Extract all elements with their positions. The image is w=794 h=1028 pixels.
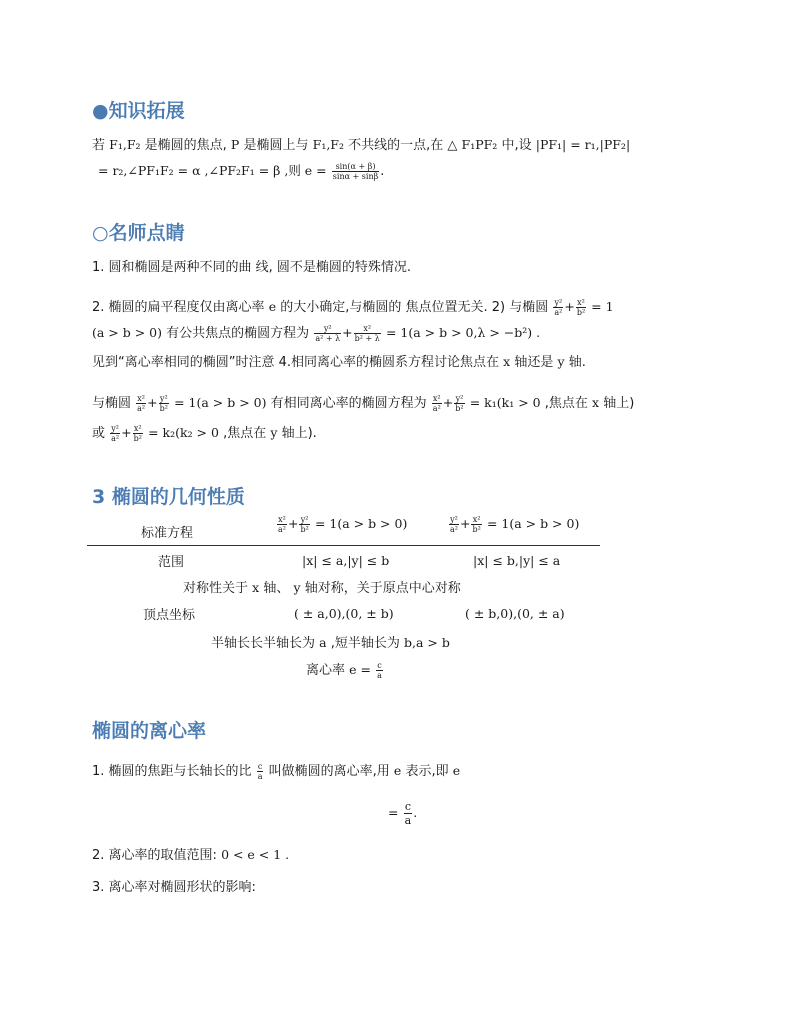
fraction <box>454 394 464 413</box>
denominator: a² <box>278 525 286 534</box>
math: y <box>557 354 565 369</box>
numerator: x² <box>354 324 381 334</box>
math: = 1(a > b > 0,λ > −b²) . <box>385 325 541 340</box>
symmetry-row <box>183 577 461 596</box>
math: F₁,F₂ <box>109 137 141 152</box>
text: ,焦点在 <box>544 396 588 411</box>
denominator: sinα + sinβ <box>332 172 379 181</box>
text: 是椭圆上与 <box>243 138 309 153</box>
math: x <box>592 395 600 410</box>
text: 2. 离心率的取值范围: <box>92 848 217 863</box>
paragraph-l2-formula <box>388 800 417 827</box>
numerator: x² <box>133 424 142 433</box>
text: 不共线的一点,在 △ <box>348 138 458 153</box>
text: 有相同离心率的椭圆方程为 <box>270 396 427 411</box>
denominator: a² <box>554 308 563 317</box>
axis-row <box>211 632 450 651</box>
denominator: a² <box>137 404 146 413</box>
text: 轴、 <box>263 581 290 596</box>
math: F₁,F₂ <box>312 137 344 152</box>
numerator: c <box>404 800 411 813</box>
paragraph-l1 <box>92 762 460 781</box>
numerator: y² <box>159 394 168 403</box>
fraction <box>332 162 379 181</box>
fraction <box>159 394 169 413</box>
range-value-1: |x| ≤ a,|y| ≤ b <box>302 553 390 568</box>
text: 轴上) <box>603 396 635 411</box>
math: e <box>268 299 277 314</box>
paragraph-ms5 <box>92 394 634 413</box>
numerator: y² <box>111 424 120 433</box>
paragraph-l4: 3. 离心率对椭圆形状的影响: <box>92 880 256 895</box>
math: + <box>342 325 353 340</box>
math: x <box>252 580 260 595</box>
paragraph-ms6 <box>92 424 317 443</box>
text: 对称性关于 <box>183 581 249 596</box>
paragraph-ms1: 1. 圆和椭圆是两种不同的曲 线, 圆不是椭圆的特殊情况. <box>92 260 412 275</box>
math: + <box>121 425 132 440</box>
text: 是椭圆的焦点, <box>144 138 227 153</box>
fraction <box>110 424 120 443</box>
text: 或 <box>92 426 106 441</box>
math: = 1 <box>587 299 614 314</box>
numerator: y² <box>300 515 309 524</box>
numerator: sin(α + β) <box>332 162 379 172</box>
fraction <box>299 515 309 534</box>
vertex-value-1: ( ± a,0),(0, ± b) <box>294 606 394 621</box>
math: = k₂(k₂ > 0 <box>148 425 219 440</box>
range-label: 范围 <box>158 555 185 570</box>
table-header-eq1 <box>276 515 407 534</box>
vertex-label: 顶点坐标 <box>143 608 196 623</box>
text: 见到“离心率相同的椭圆”时注意 4.相同离心率的椭圆系方程讨论焦点在 <box>92 355 500 370</box>
denominator: a² <box>111 434 120 443</box>
table-divider <box>87 545 600 546</box>
text: 叫做椭圆的离心率,用 <box>268 764 390 779</box>
denominator: a² <box>450 525 458 534</box>
math: a <box>319 635 327 650</box>
denominator: a² <box>432 404 441 413</box>
math: P <box>230 137 240 152</box>
math: b,a > b <box>404 635 450 650</box>
numerator: c <box>257 762 263 771</box>
math: F₁PF₂ <box>461 137 498 152</box>
paragraph-ms2 <box>92 298 614 317</box>
math: y <box>270 425 278 440</box>
denominator: b² <box>472 525 481 534</box>
fraction <box>553 298 563 317</box>
paragraph-zhishi-line1 <box>92 136 630 155</box>
numerator: x² <box>278 515 286 524</box>
paragraph-zhishi-line2 <box>98 162 384 181</box>
paragraph-ms4 <box>92 353 586 372</box>
text: 轴对称，关于原点中心对称 <box>304 581 461 596</box>
denominator: b² <box>133 434 142 443</box>
range-value-2: |x| ≤ b,|y| ≤ a <box>473 553 561 568</box>
denominator: a <box>377 671 382 680</box>
math: e <box>393 763 402 778</box>
fraction <box>376 661 383 680</box>
text: 1. 椭圆的焦距与长轴长的比 <box>92 764 252 779</box>
table-header-label: 标准方程 <box>141 526 194 541</box>
eccentricity-row <box>306 659 384 680</box>
text: 与椭圆 <box>92 396 132 411</box>
math: + <box>459 516 471 531</box>
text: 半轴长长半轴长为 <box>211 636 316 651</box>
fraction <box>471 515 481 534</box>
section-heading-geometry: 3 椭圆的几何性质 <box>92 486 245 508</box>
math: + <box>287 516 299 531</box>
fraction <box>449 515 459 534</box>
paragraph-ms3 <box>92 324 540 343</box>
text: 离心率 <box>306 663 346 678</box>
math: y <box>293 580 301 595</box>
numerator: x² <box>577 298 585 307</box>
math: = 1(a > b > 0) <box>174 395 267 410</box>
denominator: a² + λ <box>315 334 341 343</box>
math: e <box>452 763 461 778</box>
numerator: c <box>377 661 382 670</box>
denominator: b² <box>159 404 168 413</box>
fraction <box>277 515 287 534</box>
numerator: x² <box>137 394 145 403</box>
numerator: y² <box>450 515 458 524</box>
math: + <box>564 299 575 314</box>
math: (a > b > 0) <box>92 325 163 340</box>
text: . <box>380 164 385 179</box>
denominator: a <box>257 772 263 781</box>
math: . <box>413 805 418 820</box>
denominator: b² <box>576 308 586 317</box>
denominator: b² <box>300 525 309 534</box>
fraction <box>354 324 381 343</box>
fraction <box>133 424 143 443</box>
math: + <box>442 395 454 410</box>
vertex-value-2: ( ± b,0),(0, ± a) <box>465 606 565 621</box>
table-header-eq2 <box>448 515 579 534</box>
text: ,短半轴长为 <box>330 636 400 651</box>
numerator: y² <box>554 298 563 307</box>
text: ,焦点在 <box>223 426 267 441</box>
denominator: b² <box>455 404 464 413</box>
text: 2. 椭圆的扁平程度仅由离心率 <box>92 300 265 315</box>
numerator: x² <box>432 394 441 403</box>
fraction <box>314 324 341 343</box>
numerator: x² <box>472 515 481 524</box>
numerator: y² <box>455 394 464 403</box>
math: |PF₁| = r₁,|PF₂| <box>535 137 631 152</box>
math: = <box>388 805 399 820</box>
text: 中,设 <box>501 138 532 153</box>
text: 的大小确定,与椭圆的 焦点位置无关. 2) 与椭圆 <box>280 300 549 315</box>
math: = 1(a > b > 0) <box>314 516 408 531</box>
fraction <box>136 394 146 413</box>
text: 若 <box>92 138 106 153</box>
fraction <box>432 394 442 413</box>
fraction <box>404 800 413 827</box>
math: = k₁(k₁ > 0 <box>469 395 541 410</box>
math: 0 < e < 1 . <box>221 847 290 862</box>
numerator: y² <box>314 324 341 334</box>
fraction <box>576 298 586 317</box>
text: 表示,即 <box>405 764 449 779</box>
section-heading-zhishi: ●知识拓展 <box>92 100 185 122</box>
fraction <box>257 762 264 781</box>
text: 轴上). <box>281 426 317 441</box>
denominator: a <box>404 814 412 827</box>
math: + <box>147 395 158 410</box>
denominator: b² + λ <box>354 334 380 343</box>
math: e = <box>349 662 372 677</box>
text: 轴. <box>568 355 586 370</box>
section-heading-mingshi: ○名师点睛 <box>92 222 185 244</box>
text: 有公共焦点的椭圆方程为 <box>166 326 310 341</box>
math: = 1(a > b > 0) <box>486 516 580 531</box>
math: x <box>503 354 511 369</box>
paragraph-l3 <box>92 846 289 865</box>
text: 轴还是 <box>514 355 554 370</box>
section-heading-eccentricity: 椭圆的离心率 <box>92 720 207 742</box>
math: = r₂,∠PF₁F₂ = α ,∠PF₂F₁ = β ,则 e = <box>98 163 327 178</box>
